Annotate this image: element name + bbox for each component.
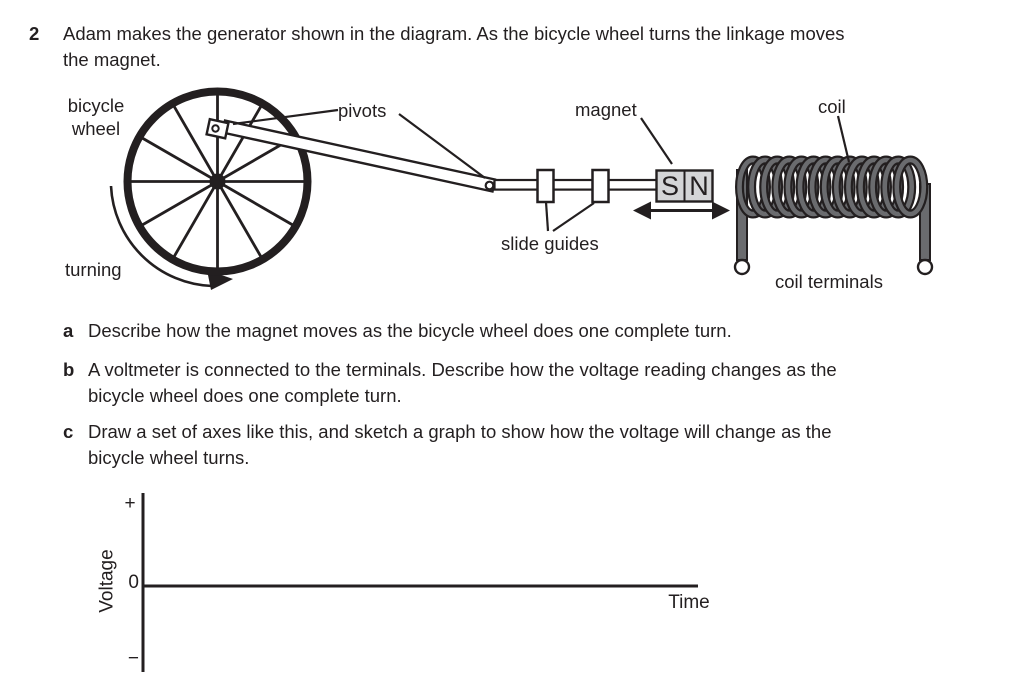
magnet-pole-south: S [660,171,679,201]
question-number: 2 [29,23,40,44]
slide-guide-right [593,170,609,202]
x-axis-title: Time [668,592,710,613]
subquestion-a-text: Describe how the magnet moves as the bicycle wheel does one complete turn. [88,320,732,341]
magnet-motion-arrow [633,202,730,220]
label-magnet: magnet [575,99,637,120]
label-pivots: pivots [338,100,387,121]
subquestion-a-letter: a [63,320,74,341]
subquestion-c-letter: c [63,421,74,442]
label-bicycle-wheel: bicycle wheel [67,95,125,139]
question-text-line1: Adam makes the generator shown in the diagram. As the bicycle wheel turns the linkage moves [63,23,845,44]
magnet-pole-north: N [689,171,709,201]
y-axis-plus-label: + [124,493,136,514]
subquestion-b-letter: b [63,359,75,380]
slide-guides-pointer-right [553,203,594,231]
label-turning: turning [65,259,122,280]
subquestion-b-text-line2: bicycle wheel does one complete turn. [88,385,402,406]
rod-pivot [486,182,494,190]
slide-guide-left [538,170,554,202]
wheel-pivot [207,119,229,138]
label-coil-terminals: coil terminals [775,271,883,292]
label-coil: coil [818,96,846,117]
y-axis-title: Voltage [96,549,118,613]
graph-axes [143,493,698,672]
coil-loops [740,160,924,214]
coil-terminal-left-end [735,260,749,274]
subquestion-c-text-line1: Draw a set of axes like this, and sketch a graph to show how the voltage will change as the [88,421,832,442]
coil-terminal-right-end [918,260,932,274]
y-axis-zero-label: 0 [128,572,139,593]
coil-pointer [838,116,849,162]
magnet-pointer [641,118,672,164]
question-text-line2: the magnet. [63,49,161,70]
push-rod [495,180,658,190]
subquestion-c-text-line2: bicycle wheel turns. [88,447,250,468]
subquestion-b-text-line1: A voltmeter is connected to the terminals. Describe how the voltage reading changes as the [88,359,837,380]
slide-guides-pointer-left [546,202,548,231]
y-axis-minus-label: − [127,648,139,669]
wheel-hub [210,174,226,190]
label-slide-guides: slide guides [501,233,599,254]
